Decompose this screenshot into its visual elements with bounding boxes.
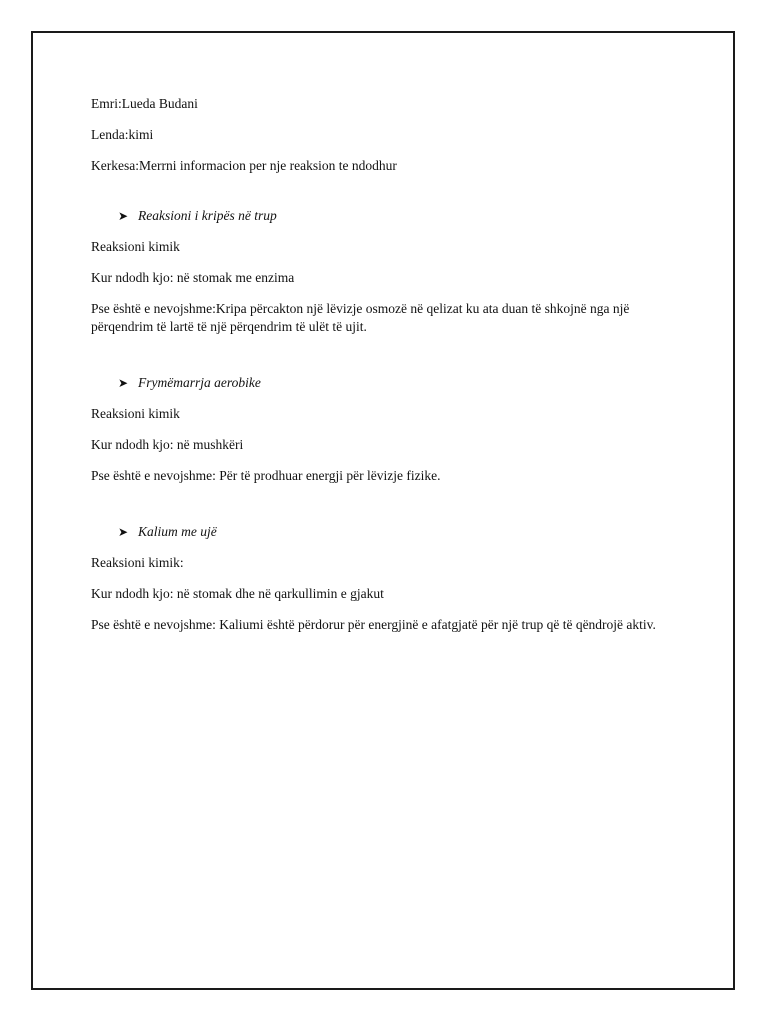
arrowhead-bullet-icon: ➤ [118, 376, 129, 390]
section-title: Reaksioni i kripës në trup [138, 208, 277, 223]
section-title: Frymëmarrja aerobike [138, 375, 261, 390]
reaction-location: Kur ndodh kjo: në mushkëri [91, 437, 244, 452]
reaction-location: Kur ndodh kjo: në stomak me enzima [91, 270, 295, 285]
section-heading [91, 207, 691, 225]
document-page [31, 31, 735, 990]
reaction-type: Reaksioni kimik [91, 406, 180, 421]
reaction-type: Reaksioni kimik [91, 239, 180, 254]
reaction-purpose: Pse është e nevojshme: Për të prodhuar energji për lëvizje fizike. [91, 468, 441, 483]
arrowhead-bullet-icon: ➤ [118, 209, 129, 223]
section-title: Kalium me ujë [138, 524, 217, 539]
section-heading [91, 523, 691, 541]
document-body [91, 95, 691, 647]
reaction-purpose: Pse është e nevojshme: Kaliumi është përdorur për energjinë e afatgjatë për një trup që të qëndrojë aktiv. [91, 617, 656, 632]
student-name: Emri:Lueda Budani [91, 96, 198, 111]
arrowhead-bullet-icon: ➤ [118, 525, 129, 539]
task-line: Kerkesa:Merrni informacion per nje reaksion te ndodhur [91, 158, 397, 173]
reaction-purpose: Pse është e nevojshme:Kripa përcakton një lëvizje osmozë në qelizat ku ata duan të shkojnë nga një përqendrim të lartë të një përqendrim të ulët të ujit. [91, 301, 630, 334]
subject-line: Lenda:kimi [91, 127, 154, 142]
reaction-location: Kur ndodh kjo: në stomak dhe në qarkullimin e gjakut [91, 586, 384, 601]
section-heading [91, 374, 691, 392]
reaction-type: Reaksioni kimik: [91, 555, 184, 570]
